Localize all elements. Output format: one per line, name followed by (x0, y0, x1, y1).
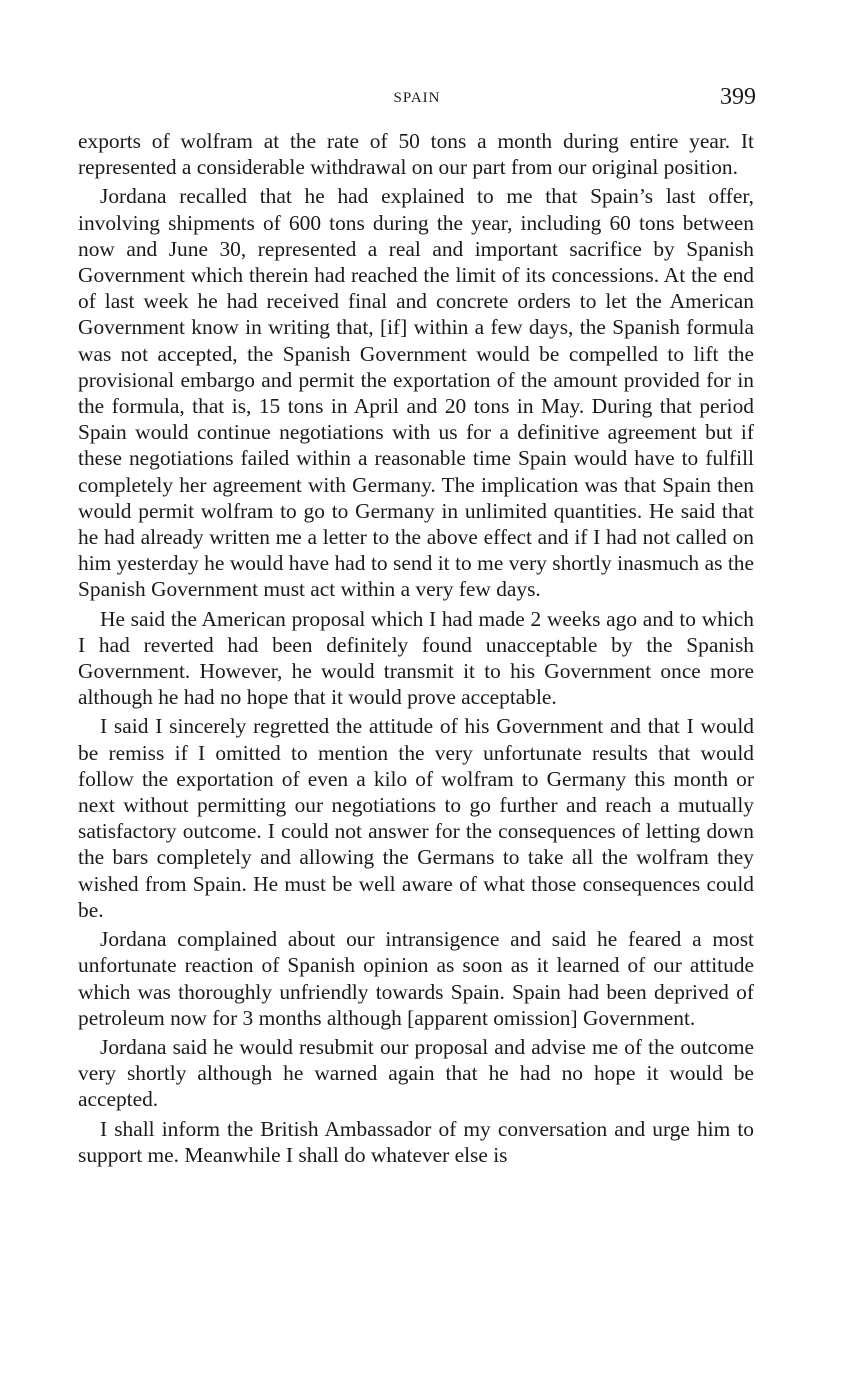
body-text (78, 128, 754, 1171)
page-header (78, 84, 756, 116)
paragraph: Jordana recalled that he had explained to me that Spain’s last offer, involving shipments of 600 tons during the year, including 60 tons between now and June 30, represented a real and important sacrifice by Spanish Government which therein had reached the limit of its concessions. At the end of last week he had received final and concrete orders to let the American Government know in writing that, [if] within a few days, the Spanish formula was not accepted, the Spanish Government would be compelled to lift the provisional embargo and permit the exportation of the amount provided for in the formula, that is, 15 tons in April and 20 tons in May. During that period Spain would continue negotiations with us for a definitive agreement but if these negotiations failed within a reasonable time Spain would have to fulfill completely her agreement with Germany. The implication was that Spain then would permit wolfram to go to Germany in unlimited quantities. He said that he had already written me a letter to the above effect and if I had not called on him yesterday he would have had to send it to me very shortly inasmuch as the Spanish Government must act within a very few days. (78, 184, 754, 602)
paragraph-continued: exports of wolfram at the rate of 50 tons a month during entire year. It represented a considerable withdrawal on our part from our original position. (78, 129, 754, 180)
paragraph: Jordana said he would resubmit our proposal and advise me of the outcome very shortly although he warned again that he had no hope it would be accepted. (78, 1034, 754, 1112)
paragraph: Jordana complained about our intransigence and said he feared a most unfortunate reaction of Spanish opinion as soon as it learned of our attitude which was thoroughly unfriendly towards Spain. Spain had been deprived of petroleum now for 3 months although [apparent omission] Government. (78, 927, 754, 1030)
paragraph: He said the American proposal which I had made 2 weeks ago and to which I had reverted had been definitely found unacceptable by the Spanish Government. However, he would transmit it to his Government once more although he had no hope that it would prove acceptable. (78, 606, 754, 710)
paragraph: I said I sincerely regretted the attitude of his Government and that I would be remiss if I omitted to mention the very unfortunate results that would follow the exportation of even a kilo of wolfram to Germany this month or next without permitting our negotiations to go further and reach a mutually satisfactory outcome. I could not answer for the consequences of letting down the bars completely and allowing the Germans to take all the wolfram they wished from Spain. He must be well aware of what those consequences could be. (78, 714, 754, 922)
running-head: SPAIN (393, 90, 441, 106)
page-number: 399 (720, 84, 756, 110)
paragraph: I shall inform the British Ambassador of my conversation and urge him to support me. Meanwhile I shall do whatever else is (78, 1116, 754, 1167)
